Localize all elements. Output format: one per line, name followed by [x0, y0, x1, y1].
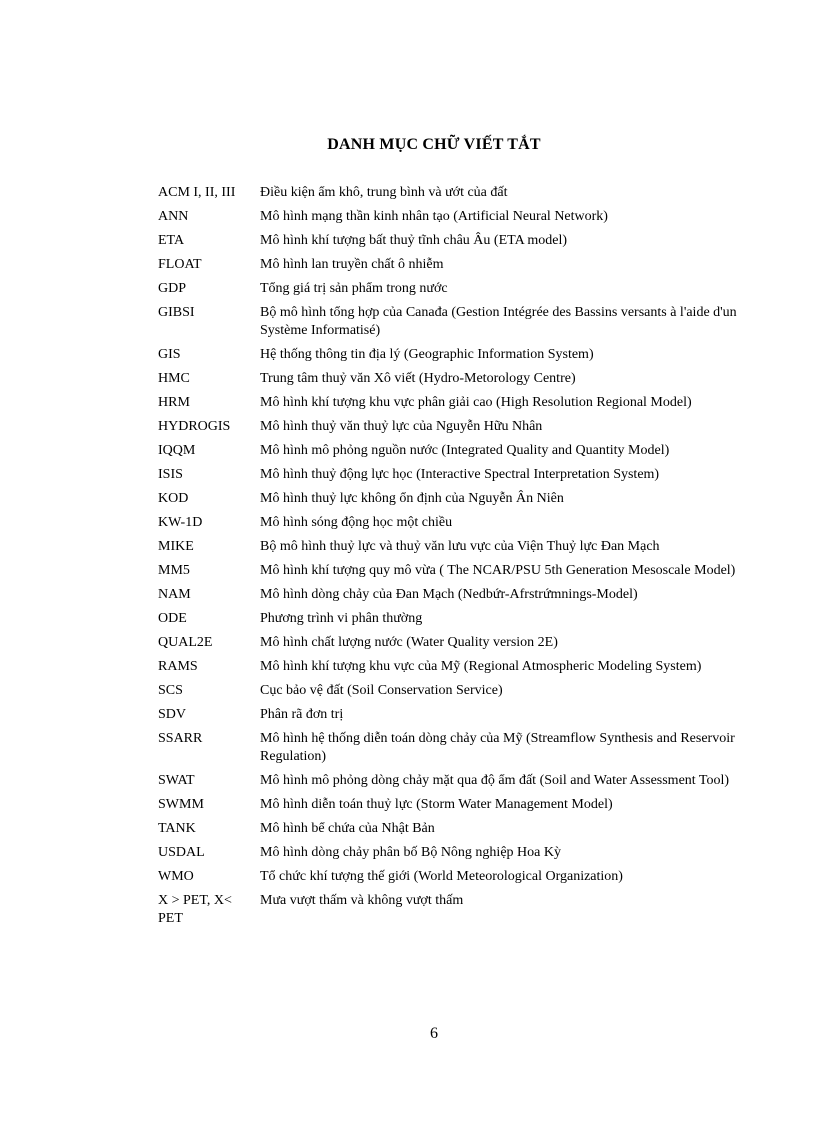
abbreviation-definition: Mưa vượt thấm và không vượt thấm [260, 893, 464, 908]
abbreviation-term: GIBSI [158, 305, 195, 320]
abbreviation-row [158, 634, 738, 658]
abbreviation-row [158, 370, 738, 394]
abbreviation-definition: Mô hình thuỷ văn thuỷ lực của Nguyễn Hữu Nhân [260, 419, 543, 434]
abbreviation-term: NAM [158, 587, 191, 602]
abbreviation-term: SSARR [158, 731, 203, 746]
abbreviation-row [158, 772, 738, 796]
abbreviation-term: HRM [158, 395, 190, 410]
abbreviation-definition: Mô hình diễn toán thuỷ lực (Storm Water Management Model) [260, 797, 613, 812]
abbreviation-row [158, 304, 738, 346]
abbreviation-row [158, 514, 738, 538]
abbreviation-definition: Mô hình dòng chảy phân bố Bộ Nông nghiệp Hoa Kỳ [260, 845, 561, 860]
abbreviation-row [158, 232, 738, 256]
abbreviation-row [158, 610, 738, 634]
abbreviation-term: ETA [158, 233, 185, 248]
abbreviation-term: FLOAT [158, 257, 202, 272]
abbreviation-term: SWAT [158, 773, 195, 788]
abbreviation-term: SDV [158, 707, 187, 722]
abbreviation-term: IQQM [158, 443, 196, 458]
abbreviation-row [158, 730, 738, 772]
abbreviation-term: ANN [158, 209, 189, 224]
abbreviation-term: ISIS [158, 467, 183, 482]
abbreviation-definition: Tổ chức khí tượng thế giới (World Meteorological Organization) [260, 869, 623, 884]
abbreviation-term: ODE [158, 611, 187, 626]
abbreviation-definition: Mô hình mạng thần kinh nhân tạo (Artificial Neural Network) [260, 209, 608, 224]
abbreviation-term: TANK [158, 821, 196, 836]
abbreviation-row [158, 562, 738, 586]
abbreviation-row [158, 490, 738, 514]
abbreviation-row [158, 820, 738, 844]
abbreviation-row [158, 466, 738, 490]
abbreviation-term: SCS [158, 683, 183, 698]
abbreviation-term: WMO [158, 869, 194, 884]
abbreviation-term: USDAL [158, 845, 205, 860]
abbreviation-definition: Mô hình mô phỏng nguồn nước (Integrated Quality and Quantity Model) [260, 443, 670, 458]
abbreviation-definition: Mô hình chất lượng nước (Water Quality version 2E) [260, 635, 558, 650]
abbreviation-row [158, 418, 738, 442]
abbreviation-definition: Mô hình khí tượng khu vực của Mỹ (Regional Atmospheric Modeling System) [260, 659, 702, 674]
abbreviation-term: SWMM [158, 797, 204, 812]
abbreviation-list [158, 184, 738, 934]
abbreviation-definition: Mô hình hệ thống diễn toán dòng chảy của Mỹ (Streamflow Synthesis and Reservoir Regulation) [260, 731, 735, 764]
abbreviation-row [158, 658, 738, 682]
abbreviation-term: QUAL2E [158, 635, 213, 650]
page-number: 6 [430, 1025, 438, 1042]
abbreviation-definition: Mô hình thuỷ lực không ổn định của Nguyễn Ân Niên [260, 491, 564, 506]
abbreviation-term: HYDROGIS [158, 419, 231, 434]
abbreviation-definition: Mô hình mô phỏng dòng chảy mặt qua độ ẩm đất (Soil and Water Assessment Tool) [260, 773, 730, 788]
abbreviation-row [158, 256, 738, 280]
abbreviation-row [158, 844, 738, 868]
abbreviation-definition: Mô hình thuỷ động lực học (Interactive Spectral Interpretation System) [260, 467, 660, 482]
abbreviation-definition: Mô hình sóng động học một chiều [260, 515, 453, 530]
abbreviation-row [158, 346, 738, 370]
abbreviation-term: HMC [158, 371, 190, 386]
abbreviation-row [158, 682, 738, 706]
abbreviation-definition: Điều kiện ẩm khô, trung bình và ướt của đất [260, 185, 508, 200]
page-title: DANH MỤC CHỮ VIẾT TẮT [327, 136, 541, 153]
abbreviation-term: RAMS [158, 659, 198, 674]
abbreviation-definition: Cục bảo vệ đất (Soil Conservation Service) [260, 683, 503, 698]
abbreviation-row [158, 706, 738, 730]
abbreviation-term: GDP [158, 281, 187, 296]
abbreviation-term: KW-1D [158, 515, 203, 530]
abbreviation-row [158, 796, 738, 820]
abbreviation-term: MIKE [158, 539, 194, 554]
abbreviation-definition: Mô hình khí tượng quy mô vừa ( The NCAR/PSU 5th Generation Mesoscale Model) [260, 563, 736, 578]
abbreviation-definition: Trung tâm thuỷ văn Xô viết (Hydro-Metorology Centre) [260, 371, 576, 386]
abbreviation-row [158, 586, 738, 610]
abbreviation-definition: Mô hình khí tượng bất thuỷ tĩnh châu Âu (ETA model) [260, 233, 568, 248]
abbreviation-definition: Phương trình vi phân thường [260, 611, 423, 626]
abbreviation-definition: Bộ mô hình tổng hợp của Canađa (Gestion Intégrée des Bassins versants à l'aide d'un Système Informatisé) [260, 305, 737, 338]
abbreviation-definition: Mô hình bể chứa của Nhật Bản [260, 821, 435, 836]
abbreviation-definition: Hệ thống thông tin địa lý (Geographic Information System) [260, 347, 594, 362]
abbreviation-term: MM5 [158, 563, 190, 578]
abbreviation-term: KOD [158, 491, 189, 506]
abbreviation-definition: Mô hình dòng chảy của Đan Mạch (Nedbứr-Afrstrứmnings-Model) [260, 587, 638, 602]
abbreviation-definition: Tổng giá trị sản phẩm trong nước [260, 281, 448, 296]
abbreviation-row [158, 892, 738, 934]
abbreviation-term: ACM I, II, III [158, 185, 236, 200]
abbreviation-row [158, 394, 738, 418]
abbreviation-definition: Mô hình khí tượng khu vực phân giải cao (High Resolution Regional Model) [260, 395, 692, 410]
abbreviation-definition: Phân rã đơn trị [260, 707, 344, 722]
abbreviation-term: GIS [158, 347, 181, 362]
abbreviation-term: X > PET, X< PET [158, 893, 232, 926]
abbreviation-definition: Bộ mô hình thuỷ lực và thuỷ văn lưu vực của Viện Thuỷ lực Đan Mạch [260, 539, 660, 554]
abbreviation-row [158, 442, 738, 466]
abbreviation-row [158, 280, 738, 304]
abbreviation-row [158, 208, 738, 232]
abbreviation-row [158, 538, 738, 562]
abbreviation-row [158, 184, 738, 208]
abbreviation-row [158, 868, 738, 892]
abbreviation-definition: Mô hình lan truyền chất ô nhiễm [260, 257, 444, 272]
abbreviation-table [158, 184, 738, 934]
